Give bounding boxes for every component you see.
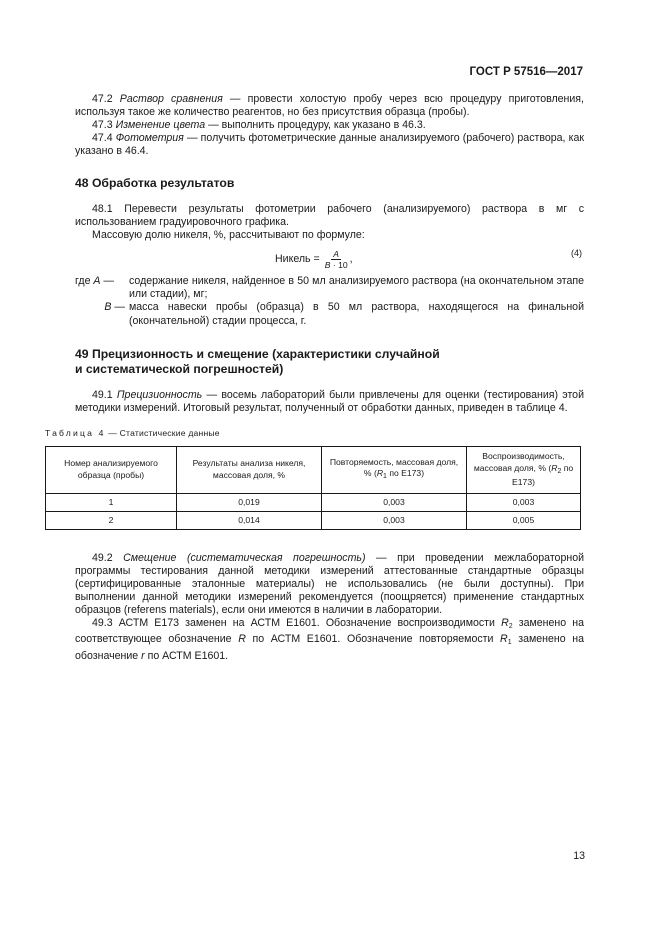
table-row bbox=[46, 511, 581, 529]
clause-number: 47.2 bbox=[92, 93, 113, 105]
table-header: Повторяемость, массовая доля, % ($R_1$ по E173) bbox=[322, 446, 467, 493]
section-49-heading bbox=[75, 347, 584, 378]
clause-text: — получить фотометрические данные анализируемого (рабочего) раствора, как указано в 46.4. bbox=[75, 132, 584, 158]
clause-text: — при проведении межлабораторной программы тестирования данной методики измерений аттестованные стандартные образцы (сертифицированные эталонные материалы) не использовались (не были доступны). При выполнении данной методики измерений рекомендуется (поощряется) применение стандартных образцов (referens materials), если они имеются в наличии в лаборатории. bbox=[75, 551, 584, 617]
formula-block bbox=[75, 245, 584, 273]
paragraph-47-2 bbox=[75, 93, 584, 119]
where-term: где A — bbox=[75, 275, 115, 288]
table-caption bbox=[45, 427, 584, 440]
table-header: Воспроизводимость, массовая доля, % ($R_2$ по E173) bbox=[467, 446, 581, 493]
formula-fraction bbox=[323, 249, 350, 270]
table-caption-label: Таблица 4 bbox=[45, 427, 106, 438]
section-49-heading-line2: и систематической погрешностей) bbox=[75, 362, 284, 377]
where-term: B — bbox=[104, 301, 125, 314]
paragraph-mass-fraction: Массовую долю никеля, %, рассчитывают по формуле: bbox=[92, 229, 365, 242]
formula-tail: , bbox=[349, 253, 353, 266]
statistics-table bbox=[45, 446, 581, 530]
table-cell: 0,003 bbox=[322, 511, 467, 529]
paragraph-48-1: 48.1 Перевести результаты фотометрии рабочего (анализируемого) раствора в мг с использованием градуировочного графика. bbox=[75, 202, 584, 229]
paragraph-47-4 bbox=[75, 132, 584, 158]
table-cell: 0,003 bbox=[467, 493, 581, 511]
clause-number: 47.3 bbox=[92, 119, 113, 132]
where-item-b bbox=[75, 301, 584, 327]
formula-lhs: Никель = bbox=[275, 253, 320, 266]
page-number: 13 bbox=[573, 850, 585, 862]
table-row bbox=[46, 493, 581, 511]
table-caption-text: — Статистические данные bbox=[105, 427, 220, 438]
page-content bbox=[45, 93, 584, 663]
clause-term: Изменение цвета bbox=[115, 119, 206, 132]
section-48-heading: 48 Обработка результатов bbox=[75, 176, 235, 191]
table-header: Номер анализируемого образца (пробы) bbox=[46, 446, 177, 493]
table-cell: 0,014 bbox=[177, 511, 322, 529]
table-header-row bbox=[46, 446, 581, 493]
formula-number: (4) bbox=[571, 248, 582, 259]
clause-term: Смещение (систематическая погрешность) bbox=[123, 551, 366, 564]
clause-term: Фотометрия bbox=[115, 132, 184, 145]
paragraph-49-3: 49.3 АСТМ Е173 заменен на АСТМ Е1601. Обозначение воспроизводимости $R_2$ заменено на соответствующее обозначение R по АСТМ Е1601. Обозначение повторяемости $R_1$ заменено на обозначение r по АСТМ Е1601. bbox=[75, 617, 584, 662]
table-cell: 0,005 bbox=[467, 511, 581, 529]
clause-text: — выполнить процедуру, как указано в 46.3. bbox=[205, 119, 426, 132]
table-cell: 1 bbox=[46, 493, 177, 511]
paragraph-49-2 bbox=[75, 552, 584, 617]
section-49-continued bbox=[75, 552, 584, 663]
formula bbox=[275, 249, 353, 270]
clause-term: Прецизионность bbox=[116, 388, 203, 401]
table-cell: 0,003 bbox=[322, 493, 467, 511]
table-cell: 2 bbox=[46, 511, 177, 529]
clause-text: — восемь лабораторий были привлечены для оценки (тестирования) этой методики измерений. Итоговый результат, полученный от обработки данных, приведен в таблице 4. bbox=[75, 388, 584, 414]
clause-number: 49.1 bbox=[92, 388, 113, 401]
section-49-heading-line1: 49 Прецизионность и смещение (характеристики случайной bbox=[75, 346, 440, 361]
clause-term: Раствор сравнения bbox=[119, 93, 223, 105]
paragraph-47-3 bbox=[75, 119, 584, 132]
clause-text: — провести холостую пробу через всю процедуру приготовления, используя такое же количество реагентов, но без присутствия образца (пробы). bbox=[75, 93, 584, 119]
paragraph-49-1 bbox=[75, 389, 584, 415]
formula-numerator: A bbox=[333, 249, 340, 260]
where-desc: масса навески пробы (образца) в 50 мл раствора, находящегося на финальной (окончательной) стадии процесса, г. bbox=[129, 301, 584, 327]
standard-code: ГОСТ Р 57516—2017 bbox=[469, 66, 583, 78]
clause-number: 49.2 bbox=[92, 551, 113, 564]
table-cell: 0,019 bbox=[177, 493, 322, 511]
where-item-a bbox=[75, 275, 584, 301]
formula-denominator: B · 10 bbox=[324, 260, 348, 271]
clause-number: 47.4 bbox=[92, 132, 113, 145]
table-header: Результаты анализа никеля, массовая доля, % bbox=[177, 446, 322, 493]
where-desc: содержание никеля, найденное в 50 мл анализируемого раствора (на окончательном этапе или стадии), мг; bbox=[129, 275, 584, 301]
